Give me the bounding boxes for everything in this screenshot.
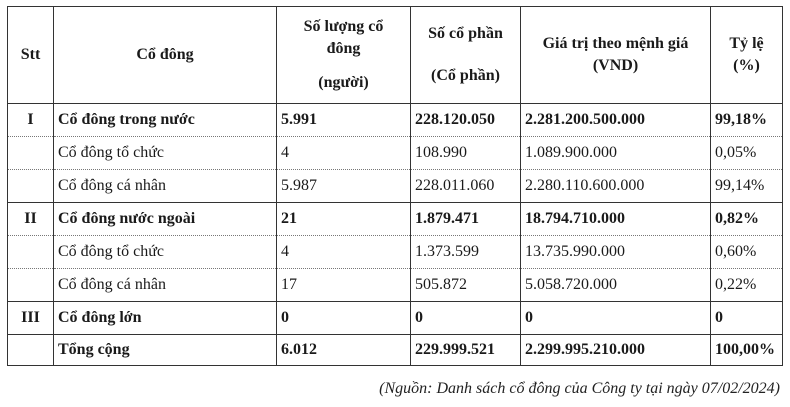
cell-count: 17 [277,269,411,302]
cell-stt [8,137,54,170]
cell-stt: I [8,104,54,137]
cell-pct: 0,05% [711,137,783,170]
header-shares-line2: (Cổ phần) [431,67,500,84]
table-row-major [8,302,783,335]
header-count-line2: đông [326,40,361,57]
cell-value: 2.299.995.210.000 [521,335,711,366]
header-count-line1: Số lượng cổ [303,18,384,35]
cell-shares: 229.999.521 [411,335,521,366]
cell-pct: 100,00% [711,335,783,366]
header-shareholder: Cổ đông [54,7,277,104]
cell-value: 0 [521,302,711,335]
cell-count: 4 [277,137,411,170]
source-note: (Nguồn: Danh sách cổ đông của Công ty tại ngày 07/02/2024) [379,380,780,397]
cell-shareholder: Tổng cộng [54,335,277,366]
cell-count: 5.991 [277,104,411,137]
cell-count: 0 [277,302,411,335]
cell-value: 5.058.720.000 [521,269,711,302]
cell-value: 1.089.900.000 [521,137,711,170]
cell-value: 2.280.110.600.000 [521,170,711,203]
cell-value: 2.281.200.500.000 [521,104,711,137]
cell-shares: 505.872 [411,269,521,302]
cell-stt [8,170,54,203]
cell-pct: 0 [711,302,783,335]
cell-shareholder: Cổ đông nước ngoài [54,203,277,236]
cell-shares: 1.373.599 [411,236,521,269]
cell-stt [8,269,54,302]
header-shares-line1: Số cổ phần [428,25,503,42]
header-shareholder-count [277,7,411,104]
cell-shares: 228.120.050 [411,104,521,137]
table-row-total [8,335,783,366]
cell-stt: III [8,302,54,335]
cell-shareholder: Cổ đông trong nước [54,104,277,137]
header-stt: Stt [8,7,54,104]
cell-shareholder: Cổ đông lớn [54,302,277,335]
header-shares [411,7,521,104]
cell-count: 6.012 [277,335,411,366]
cell-stt [8,236,54,269]
header-pct-line2: (%) [733,57,760,74]
cell-value: 13.735.990.000 [521,236,711,269]
table-row-domestic-individual [8,170,783,203]
cell-pct: 99,14% [711,170,783,203]
header-pct-line1: Tỷ lệ [729,35,764,52]
table-header-row [8,7,783,104]
cell-shares: 228.011.060 [411,170,521,203]
cell-shareholder: Cổ đông cá nhân [54,269,277,302]
cell-count: 5.987 [277,170,411,203]
cell-shares: 1.879.471 [411,203,521,236]
header-value-line2: (VND) [592,57,639,74]
table-row-foreign-institutional [8,236,783,269]
table-row-foreign [8,203,783,236]
cell-count: 4 [277,236,411,269]
table-row-domestic [8,104,783,137]
cell-pct: 0,60% [711,236,783,269]
cell-shareholder: Cổ đông tổ chức [54,236,277,269]
cell-pct: 0,22% [711,269,783,302]
table-row-foreign-individual [8,269,783,302]
cell-value: 18.794.710.000 [521,203,711,236]
shareholder-structure-table [7,6,783,366]
cell-shares: 0 [411,302,521,335]
header-value-line1: Giá trị theo mệnh giá [542,35,689,52]
cell-pct: 0,82% [711,203,783,236]
cell-shareholder: Cổ đông cá nhân [54,170,277,203]
table-row-domestic-institutional [8,137,783,170]
cell-shares: 108.990 [411,137,521,170]
header-percentage [711,7,783,104]
header-count-line3: (người) [318,74,369,91]
cell-stt: II [8,203,54,236]
cell-pct: 99,18% [711,104,783,137]
cell-stt [8,335,54,366]
header-par-value [521,7,711,104]
cell-count: 21 [277,203,411,236]
cell-shareholder: Cổ đông tổ chức [54,137,277,170]
